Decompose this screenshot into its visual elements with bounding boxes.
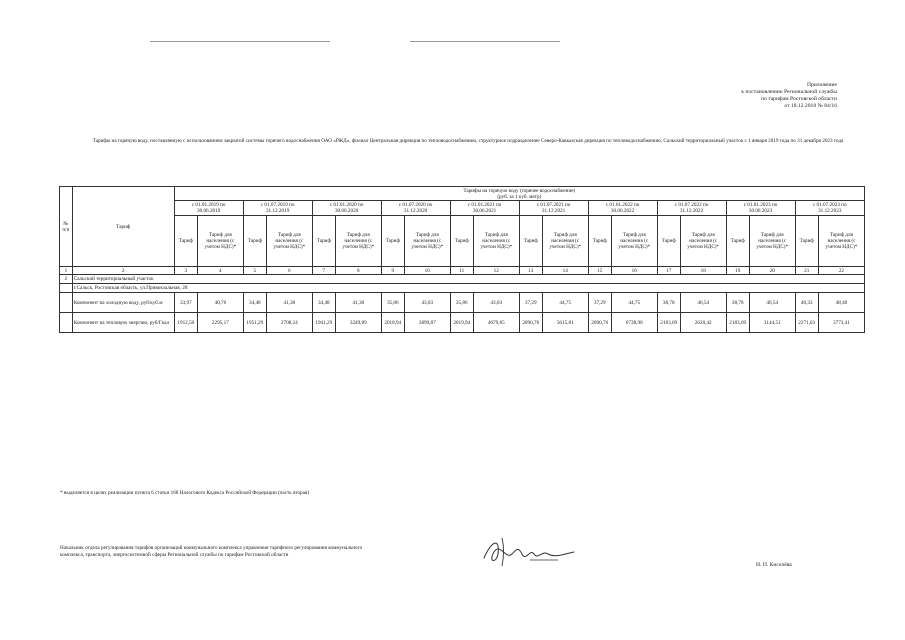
period-header [312, 201, 381, 216]
column-number: 8 [335, 267, 381, 275]
period-start: с 01.07.2020 по [398, 202, 433, 208]
period-start: с 01.01.2019 по [191, 202, 226, 208]
tariff-value-cell: 2295,17 [198, 313, 244, 333]
tariff-value-cell: 48,40 [818, 293, 864, 313]
period-end: 30.06.2019 [196, 208, 221, 214]
col-header-tariff: Тариф [72, 187, 174, 267]
subheader-population-tariff: Тариф для населения (с учетом НДС)* [404, 216, 450, 267]
subheader-population-tariff: Тариф для населения (с учетом НДС)* [680, 216, 726, 267]
column-number: 12 [473, 267, 519, 275]
subheader-tariff: Тариф [450, 216, 473, 267]
section-number: 2 [60, 275, 73, 284]
period-start: с 01.07.2019 по [260, 202, 295, 208]
period-end: 30.06.2020 [334, 208, 359, 214]
scan-artifact-line [410, 41, 560, 42]
period-start: с 01.01.2022 по [605, 202, 640, 208]
period-header [381, 201, 450, 216]
tariff-value-cell: 37,29 [588, 293, 611, 313]
column-number: 14 [542, 267, 588, 275]
tariff-value-cell: 2620,42 [680, 313, 726, 333]
tariff-value-cell: 40,33 [795, 293, 818, 313]
subheader-population-tariff: Тариф для населения (с учетом НДС)* [818, 216, 864, 267]
tariff-value-cell: 43,03 [473, 293, 519, 313]
period-end: 31.12.2022 [679, 208, 704, 214]
column-number: 6 [266, 267, 312, 275]
tariff-value-cell: 38,78 [657, 293, 680, 313]
handwritten-signature [478, 532, 578, 572]
empty-cell [60, 293, 73, 313]
empty-cell [60, 284, 73, 293]
tariff-value-cell: 41,38 [266, 293, 312, 313]
table-title-unit: (руб. за 1 куб. метр) [497, 193, 542, 200]
column-number: 5 [243, 267, 266, 275]
row-label: Компонент на тепловую энергию, руб/Гкал [72, 313, 174, 333]
period-header [657, 201, 726, 216]
column-number: 17 [657, 267, 680, 275]
tariff-value-cell: 44,75 [542, 293, 588, 313]
period-end: 31.12.2021 [541, 208, 566, 214]
signer-name: И. П. Киселёва [756, 562, 792, 568]
tariff-value-cell: 2018,94 [381, 313, 404, 333]
period-start: с 01.01.2020 по [329, 202, 364, 208]
period-start: с 01.01.2021 по [467, 202, 502, 208]
period-header [243, 201, 312, 216]
appendix-line: к постановлению Региональной службы [741, 89, 837, 95]
subheader-tariff: Тариф [795, 216, 818, 267]
appendix-block [637, 82, 837, 110]
period-start: с 01.01.2023 по [743, 202, 778, 208]
row-label: Компонент на холодную воду, руб/куб.м [72, 293, 174, 313]
tariff-value-cell: 3899,87 [404, 313, 450, 333]
column-number: 13 [519, 267, 542, 275]
tariff-value-cell: 35,86 [450, 293, 473, 313]
tariff-value-cell: 2708,24 [266, 313, 312, 333]
tariff-value-cell: 40,76 [198, 293, 244, 313]
tariff-value-cell: 2183,69 [726, 313, 749, 333]
tariff-value-cell: 34,48 [312, 293, 335, 313]
tariff-value-cell: 1951,29 [243, 313, 266, 333]
period-start: с 01.07.2023 по [812, 202, 847, 208]
tariff-value-cell: 2183,69 [657, 313, 680, 333]
tariff-value-cell: 1941,29 [312, 313, 335, 333]
subheader-tariff: Тариф [657, 216, 680, 267]
signer-position: Начальник отдела регулирования тарифов организаций коммунального комплекса управления тарифного регулирования коммунального комплекса, транспорта, энергосистемной сферы Региональной службы по тарифам Ростовской области [60, 545, 363, 558]
column-number: 21 [795, 267, 818, 275]
period-header [450, 201, 519, 216]
column-number: 9 [381, 267, 404, 275]
col-header-number: № п/п [60, 187, 73, 267]
column-number: 11 [450, 267, 473, 275]
period-header [519, 201, 588, 216]
section-title: Сальский территориальный участок [72, 275, 864, 284]
period-end: 30.06.2022 [610, 208, 635, 214]
tariff-value-cell: 46,54 [680, 293, 726, 313]
table-title-line: Тарифы на горячую воду (горячее водоснабжение) [463, 187, 576, 194]
column-number: 22 [818, 267, 864, 275]
period-start: с 01.07.2022 по [674, 202, 709, 208]
tariff-value-cell: 35,86 [381, 293, 404, 313]
column-number: 7 [312, 267, 335, 275]
tariff-value-cell: 3144,51 [749, 313, 795, 333]
tariff-value-cell: 38,78 [726, 293, 749, 313]
footnote: * выделяется в целях реализации пункта 6 статьи 168 Налогового Кодекса Российской Федерации (часть вторая) [60, 490, 310, 496]
tariff-value-cell: 6738,98 [611, 313, 657, 333]
subheader-tariff: Тариф [312, 216, 335, 267]
period-end: 31.12.2020 [403, 208, 428, 214]
tariff-value-cell: 46,54 [749, 293, 795, 313]
tariff-value-cell: 44,75 [611, 293, 657, 313]
subheader-population-tariff: Тариф для населения (с учетом НДС)* [749, 216, 795, 267]
tariff-table [59, 186, 865, 333]
subheader-population-tariff: Тариф для населения (с учетом НДС)* [335, 216, 381, 267]
tariff-value-cell: 41,38 [335, 293, 381, 313]
appendix-line: по тарифам Ростовской области [761, 96, 837, 102]
period-header [726, 201, 795, 216]
column-number: 1 [60, 267, 73, 275]
tariff-value-cell: 2019,94 [450, 313, 473, 333]
period-end: 30.06.2023 [748, 208, 773, 214]
column-number: 16 [611, 267, 657, 275]
tariff-value-cell: 2090,76 [588, 313, 611, 333]
subheader-population-tariff: Тариф для населения (с учетом НДС)* [266, 216, 312, 267]
document-intro: Тарифы на горячую воду, поставляемую с использованием закрытой системы горячего водоснабжения ОАО «РЖД», филиал Центральная дирекция по тепловодоснабжению, структурное подразделение Северо-Кавказская дирекция по тепловодоснабжению, Сальский территориальный участок с 1 января 2019 года по 31 декабря 2023 года [92, 138, 844, 144]
column-number: 10 [404, 267, 450, 275]
column-number: 19 [726, 267, 749, 275]
period-start: с 01.07.2021 по [536, 202, 571, 208]
tariff-value-cell: 4679,85 [473, 313, 519, 333]
subheader-tariff: Тариф [519, 216, 542, 267]
tariff-value-cell: 2271,03 [795, 313, 818, 333]
subheader-population-tariff: Тариф для населения (с учетом НДС)* [473, 216, 519, 267]
appendix-line: Приложение [806, 82, 837, 88]
period-end: 31.12.2023 [818, 208, 842, 214]
column-number: 3 [174, 267, 197, 275]
tariff-value-cell: 2090,76 [519, 313, 542, 333]
tariff-value-cell: 1912,50 [174, 313, 197, 333]
column-number: 18 [680, 267, 726, 275]
period-header [174, 201, 243, 216]
column-number: 4 [198, 267, 244, 275]
tariff-value-cell: 37,29 [519, 293, 542, 313]
appendix-line: от 18.12.2018 № 84/16 [784, 103, 837, 109]
column-number: 15 [588, 267, 611, 275]
subheader-tariff: Тариф [381, 216, 404, 267]
section-address: г.Сальск, Ростовская область, ул.Привокзальная, 28 [72, 284, 864, 293]
tariff-value-cell: 3249,89 [335, 313, 381, 333]
tariff-value-cell: 3773,41 [818, 313, 864, 333]
empty-cell [60, 313, 73, 333]
table-title [174, 187, 864, 201]
subheader-population-tariff: Тариф для населения (с учетом НДС)* [611, 216, 657, 267]
column-number: 2 [72, 267, 174, 275]
scan-artifact-line [150, 41, 330, 42]
tariff-value-cell: 43,03 [404, 293, 450, 313]
subheader-tariff: Тариф [243, 216, 266, 267]
period-end: 30.06.2021 [472, 208, 497, 214]
tariff-value-cell: 34,48 [243, 293, 266, 313]
subheader-tariff: Тариф [174, 216, 197, 267]
subheader-population-tariff: Тариф для населения (с учетом НДС)* [542, 216, 588, 267]
tariff-value-cell: 5615,81 [542, 313, 588, 333]
period-header [588, 201, 657, 216]
period-header [795, 201, 864, 216]
subheader-population-tariff: Тариф для населения (с учетом НДС)* [198, 216, 244, 267]
column-number: 20 [749, 267, 795, 275]
subheader-tariff: Тариф [726, 216, 749, 267]
subheader-tariff: Тариф [588, 216, 611, 267]
tariff-value-cell: 33,97 [174, 293, 197, 313]
period-end: 31.12.2019 [265, 208, 290, 214]
